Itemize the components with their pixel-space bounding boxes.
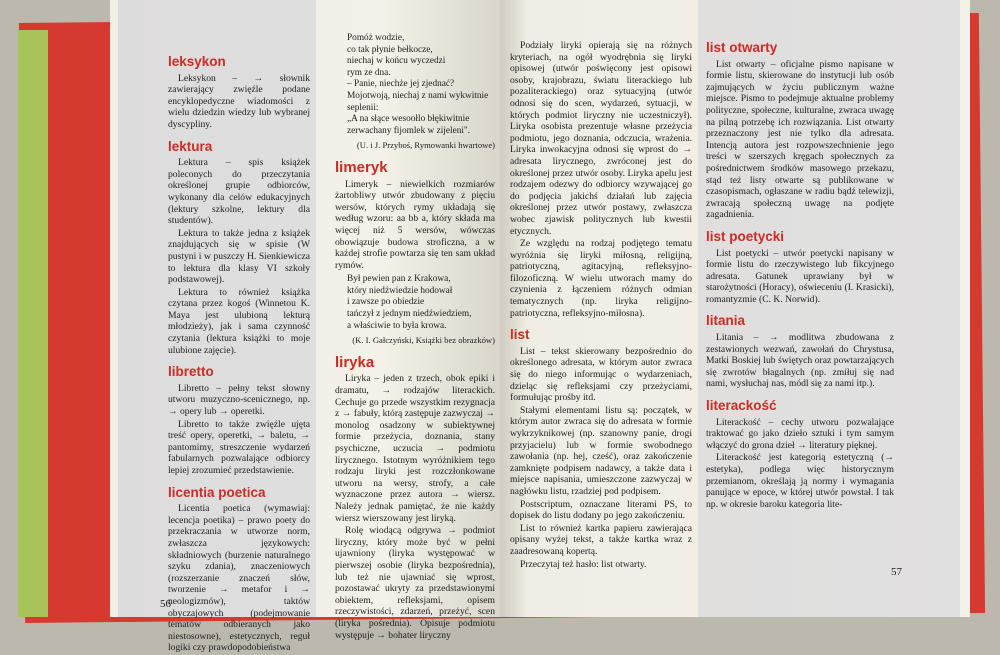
poem-line: – Panie, niechże jej zjednać? — [347, 79, 455, 90]
left-main-column — [335, 30, 495, 642]
entry-text: Litania – → modlitwa zbudowana z zestawionych wezwań, zawołań do Chrystusa, Matki Boskiej lub świętych oraz powtarzających się zwrotów błagalnych (np. zmiłuj się nad nami, wysłuchaj nas, módl się za nami itp.). — [706, 332, 894, 390]
entry-heading: libretto — [168, 364, 214, 380]
page-number-right: 57 — [891, 566, 902, 578]
entry-text: Ze względu na rodzaj podjętego tematu wyróżnia się liryki miłosną, religijną, patriotyczną, agitacyjną, refleksyjno-filozoficzną. W wielu utworach mamy do czynienia z łączeniem różnych odmian tematycznych (np. liryka religijno-patriotyczna, refleksyjno-miłosna). — [510, 238, 692, 319]
poem-line: tańczył z jednym niedźwiedziem, — [347, 309, 472, 320]
entry-text: Limeryk – niewielkich rozmiarów żartobliwy utwór zbudowany z pięciu wersów, których rymy układają się według wzoru: aa bb a, który składa ma więcej niż 5 wersów, wówczas obowiązuje budowa stroficzna, a w każdej strofie powtarza się ten sam układ rymów. — [335, 178, 495, 271]
poem-line: Mojotwoją, niechaj z nami wykwitnie — [347, 90, 489, 101]
entry-text: Podziały liryki opierają się na różnych kryteriach, na ogół wyodrębnia się liryki opisowej (utwór poświęcony jest opisowi osoby, krajobrazu, światu literackiego lub pozaliterackiego) oraz sytuacyjną (utwór odnosi się do scen, wydarzeń, sytuacji, w których podmiot liryczny nie uczestniczył). Liryka osobista prezentuje własne przeżycia podmiotu, jego doznania, odczucia, wrażenia. Liryka inwokacyjna odnosi się wprost do → adresata lirycznego, zwróconej jest do określonej przez utwór osoby. Liryka apelu jest rodzajem odezwy do odbiorcy wzywającej go do podjęcia jakichś działań lub zajęcia określonej przez utwór postawy, zwłaszcza wobec zjawisk politycznych lub kwestii etycznych. — [510, 40, 692, 237]
poem-line: i zawsze po obiedzie — [347, 297, 425, 308]
poem-quote — [347, 274, 495, 332]
page-number-left: 56 — [160, 598, 171, 610]
citation: (U. i J. Przyboś, Rymowanki hwartowe) — [356, 140, 495, 151]
poem-line: Pomóż wodzie, — [347, 33, 405, 43]
citation: (K. I. Gałczyński, Książki bez obrazków) — [352, 335, 495, 346]
poem-line: co tak płynie bełkocze, — [347, 44, 433, 55]
right-main-column — [510, 40, 692, 571]
entry-heading: licentia poetica — [168, 484, 266, 500]
entry-text: List – tekst skierowany bezpośrednio do określonego adresata, w którym autor zwraca się do niego informując o wydarzeniach, dzieląc się refleksjami czy przeżyciami, formułując prośby itd. — [510, 345, 692, 404]
entry-text: Literackość jest kategorią estetyczną (→ estetyka), podlega więc historycznym przemianom, określają ją normy i wymagania panujące w epoce, w której utwór powstał. I tak np. w okresie baroku kategoria lite- — [706, 452, 894, 510]
entry-text: List to również kartka papieru zawierająca opisany wyżej tekst, a także kartka wraz z zaadresowaną kopertą. — [510, 522, 692, 557]
poem-line: „A na słące wesoołlo błękiwitnie — [347, 114, 470, 125]
left-sidebar-column — [168, 46, 310, 655]
poem-quote — [347, 33, 495, 137]
green-background — [18, 30, 48, 617]
entry-heading: leksykon — [168, 54, 226, 69]
entry-text: Lektura to także jedna z książek znajdujących się w spisie (W pustyni i w puszczy H. Sienkiewicza to lektura dla klasy VI szkoły podstawowej). — [168, 227, 310, 286]
entry-text: Lektura – spis książek poleconych do przeczytania określonej grupie odbiorców, wykonany dla celów edukacyjnych (lektury szkolne, lektury dla studentów). — [168, 157, 310, 227]
entry-text: Literackość – cechy utworu pozwalające traktować go jako dzieło sztuki i tym samym włączyć do grona dzieł → literatury pięknej. — [706, 416, 894, 451]
entry-text: Rolę wiodącą odgrywa → podmiot liryczny, który może być w pełni ujawniony (liryka występować w pierwszej osobie (liryka bezpośrednia), lub też nie ujawniać się wprost, pozostawać ukryty za przedstawionymi obiektem, refleksjami, opisem rzeczywistości, zdarzeń, przeżyć, scen (liryka pośrednia). Opisuje podmiotu występuje → bohater liryczny — [335, 525, 495, 641]
entry-heading: litania — [706, 313, 746, 329]
entry-text: Postscriptum, oznaczane literami PS, to dopisek do listu dodany po jego zakończeniu. — [510, 498, 692, 522]
entry-text: List otwarty – oficjalne pismo napisane w formie listu, skierowane do instytucji lub osób zajmujących w życiu publicznym ważne miejsce. Pismo to podejmuje aktualne problemy polityczne, społeczne, kulturalne, zwraca uwagę na pilną potrzebę ich rozwiązania. List otwarty przeznaczony jest nie tylko dla adresata. Intencją autora jest rozpowszechnienie jego treści w szerszych kręgach społecznych za pośrednictwem środków masowego przekazu, stąd też listy otwarte są publikowane w czasopismach, ogłaszane w radiu bądź telewizji, zwracają społeczną uwagę na podjęte zagadnienia. — [706, 58, 894, 221]
entry-text: Liryka – jeden z trzech, obok epiki i dramatu, → rodzajów literackich. Cechuje go przede wszystkim rezygnacja z → fabuły, którą zastępuje zazwyczaj → monolog osadzony w subiektywnej formie przeżycia, doznania, stany psychiczne, uczucia → podmiotu lirycznego. Istotnym wyróżnikiem tego rodzaju liryki jest rozczłonkowane utworu na wersy, strofy, a całe wyznaczone przez autora → wiersz. Należy jednak pamiętać, że nie każdy wiersz wierszowany jest liryką. — [335, 373, 495, 524]
entry-text: Leksykon – → słownik zawierający zwięźle podane encyklopedyczne wiadomości z wielu dziedzin wiedzy lub wybranej dyscypliny. — [168, 72, 310, 130]
entry-heading: list poetycki — [706, 228, 785, 244]
entry-heading: list otwarty — [706, 40, 778, 55]
poem-line: który niedźwiedzie hodował — [347, 285, 453, 296]
poem-line: seplenii: — [347, 102, 379, 113]
entry-text: Licentia poetica (wymawiaj: lecencja poetika) – prawo poety do przekraczania w utworze norm, zwłaszcza językowych: składniowych (burzenie naturalnego szyku zdania), znaczeniowych (rozszerzanie znaczeń słów, tworzenie → metafor i → neologizmów), taktów obyczajowych (podejmowanie tematów odbieranych jako niestosowne), estetycznych, reguł logiki czy prawdopodobieństwa — [168, 503, 310, 654]
poem-line: rym ze dna. — [347, 67, 391, 78]
poem-line: zerwachany fijomlek w zijeleni". — [347, 125, 471, 136]
entry-text: Przeczytaj też hasło: list otwarty. — [520, 558, 647, 570]
entry-heading: limeryk — [335, 158, 388, 176]
entry-text: Stałymi elementami listu są: początek, w którym autor zwraca się do adresata w formie wykrzyknikowej (np. szanowny panie, drogi przyjacielu) lub w formie swobodnego zawołania (np. hej, cześć), oraz zakończenie zamknięte podpisem nadawcy, a także data i miejsce napisania, umieszczone zazwyczaj w nagłówku listu, rzadziej pod podpisem. — [510, 404, 692, 497]
entry-heading: lektura — [168, 138, 213, 154]
entry-text: Libretto – pełny tekst słowny utworu muzyczno-scenicznego, np. → opery lub → operetki. — [168, 382, 310, 418]
entry-text: List poetycki – utwór poetycki napisany w formie listu do rzeczywistego lub fikcyjnego adresata. Gatunek uprawiany był w starożytności (Horacy), oświeceniu (I. Krasicki), romantyzmie (C. K. Norwid). — [706, 247, 894, 305]
entry-heading: liryka — [335, 353, 375, 371]
poem-line: niechaj w końcu wyczedzi — [347, 56, 446, 67]
right-sidebar-column — [706, 40, 894, 511]
poem-line: a właściwie to była krowa. — [347, 320, 447, 331]
poem-line: Był pewien pan z Krakowa, — [347, 274, 451, 285]
entry-text: Libretto to także zwięźle ujęta treść opery, operetki, → baletu, → pantomimy, streszczenie wydarzeń fabularnych pozwalające odbiorcy lepiej zrozumieć przedstawienie. — [168, 418, 310, 476]
entry-heading: literackość — [706, 398, 777, 414]
entry-text: Lektura to również książka czytana przez kogoś (Winnetou K. Maya jest ulubioną lekturą młodzieży), jak i sama czynność czytania (lektura książki to moje ulubione zajęcie). — [168, 286, 310, 356]
entry-heading: list — [510, 327, 530, 343]
